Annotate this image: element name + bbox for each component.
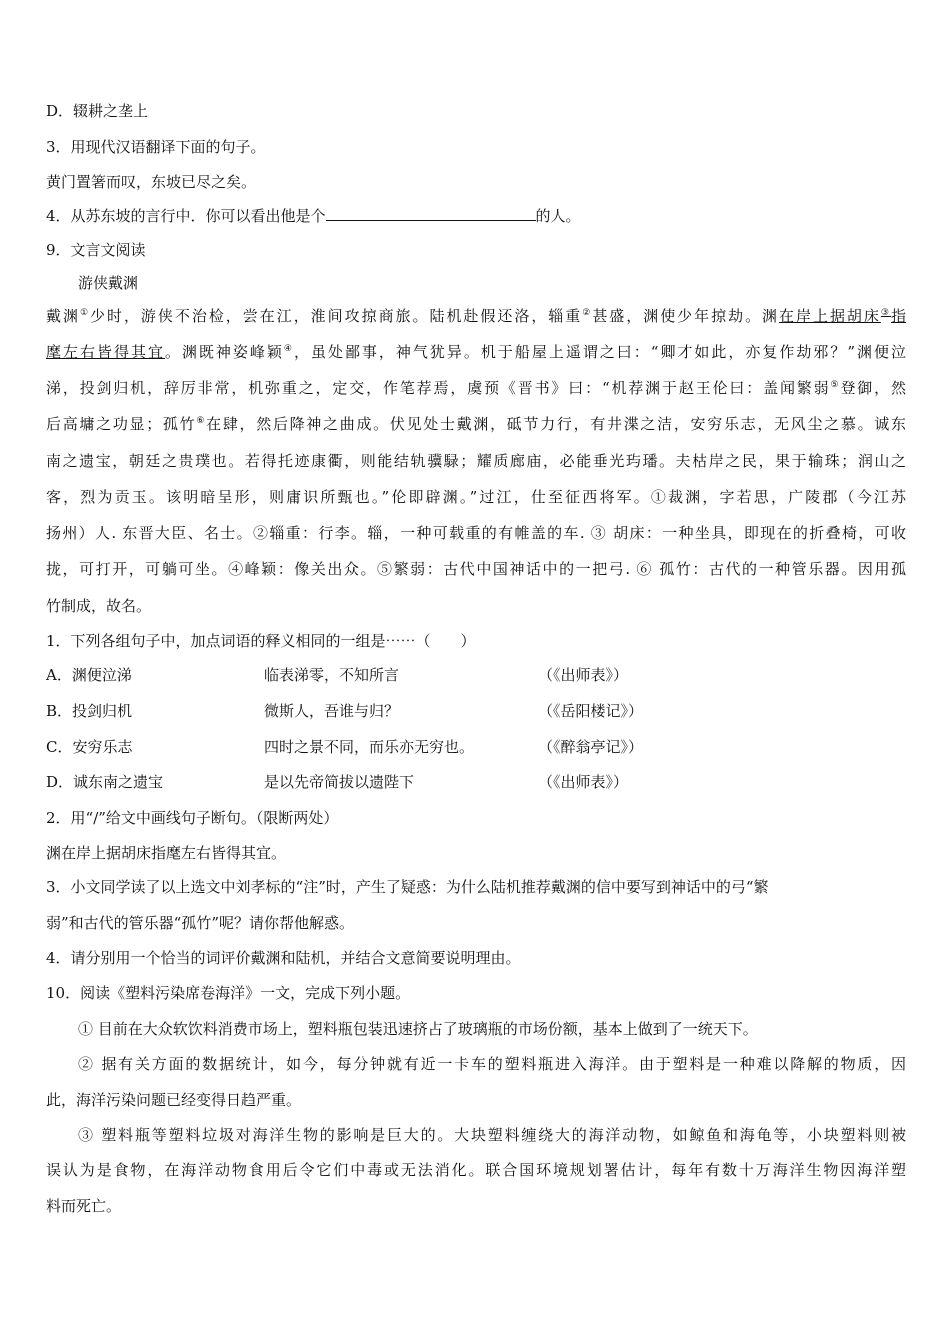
option-label: B．投剑归机 — [46, 702, 133, 720]
option-compare: 临表涕零，不知所言 — [264, 666, 400, 684]
passage-line-6: 客，烈为贡玉。该明暗呈形，则庸识所甄也。”伦即辟渊。”过江，仕至征西将军。①裁渊，字若思，广陵郡（今江苏 — [46, 488, 906, 506]
option-source: （《出师表》） — [538, 773, 629, 791]
passage-line-8: 拢，可打开，可躺可坐。④峰颖：像关出众。⑤繁弱：古代中国神话中的一把弓. ⑥ 孤竹：古代的一种管乐器。因用孤 — [46, 560, 906, 578]
answer-blank[interactable] — [326, 206, 536, 221]
option-label: D．诚东南之遗宝 — [46, 773, 164, 791]
option-compare: 微斯人，吾谁与归？ — [264, 702, 400, 720]
option-source: （《醉翁亭记》） — [538, 738, 644, 756]
punctuate-sentence: 渊在岸上据胡床指麾左右皆得其宜。 — [46, 844, 287, 862]
choice-option-d[interactable] — [46, 772, 906, 792]
passage-text: 戴渊 — [46, 307, 80, 325]
question-1-choice: 1．下列各组句子中，加点词语的释义相同的一组是⋯⋯（ ） — [46, 632, 476, 650]
passage-text: ，虽处鄙事，神气犹异。机于船屋上遥谓之曰：“卿才如此，亦复作劫邪？”渊便泣 — [293, 343, 906, 361]
translate-sentence: 黄门置箸而叹，东坡已尽之矣。 — [46, 173, 257, 191]
passage-text: 在肆，然后降神之曲成。伏见处士戴渊，砥节力行，有井渫之洁，安穷乐志，无风尘之慕。诚东 — [206, 415, 906, 433]
footnote-mark-6: ⑥ — [196, 416, 207, 426]
underlined-sentence: 麾左右皆得其宜 — [46, 343, 165, 361]
underlined-sentence: 在岸上据胡床 — [779, 307, 881, 325]
choice-option-a[interactable] — [46, 665, 906, 685]
option-label: A．渊便泣涕 — [46, 666, 132, 684]
footnote-mark-1: ① — [79, 308, 90, 318]
question-4-evaluate: 4．请分别用一个恰当的词评价戴渊和陆机，并结合文意简要说明理由。 — [46, 949, 521, 967]
passage-line-1 — [46, 306, 906, 326]
section-9-heading: 9．文言文阅读 — [46, 241, 146, 259]
article-para-3-line-3: 料而死亡。 — [46, 1197, 122, 1215]
underlined-sentence: 指 — [890, 307, 906, 325]
footnote-mark-2: ② — [582, 308, 593, 318]
footnote-mark-4: ④ — [283, 344, 294, 354]
article-para-2-line-2: 此，海洋污染问题已经变得日趋严重。 — [46, 1091, 302, 1109]
passage-line-9: 竹制成，故名。 — [46, 597, 152, 615]
article-para-1: ① 目前在大众软饮料消费市场上，塑料瓶包装迅速挤占了玻璃瓶的市场份额，基本上做到了一统天下。 — [78, 1020, 758, 1038]
passage-line-5: 南之遗宝，朝廷之贵璞也。若得托迹康衢，则能结轨骥騄；耀质廊庙，必能垂光玙璠。夫枯岸之民，果于输珠；润山之 — [46, 452, 906, 470]
question-4-su-dongpo — [46, 206, 581, 226]
option-d-line: D．辍耕之垄上 — [46, 102, 149, 120]
question-4-text-b: 的人。 — [535, 207, 581, 225]
passage-text: 涕，投剑归机，辞厉非常，机弥重之，定交，作笔荐焉，虞预《晋书》曰：“机荐渊于赵王伦曰：盖闻繁弱 — [46, 379, 831, 397]
passage-text: 少时，游侠不治检，尝在江，淮间攻掠商旅。陆机赴假还洛，辎重 — [90, 307, 583, 325]
passage-title: 游侠戴渊 — [78, 274, 139, 292]
passage-line-3 — [46, 378, 906, 398]
option-source: （《岳阳楼记》） — [538, 702, 644, 720]
option-compare: 是以先帝简拔以遗陛下 — [264, 773, 415, 791]
article-para-2-line-1: ② 据有关方面的数据统计，如今，每分钟就有近一卡车的塑料瓶进入海洋。由于塑料是一种难以降解的物质，因 — [78, 1055, 906, 1073]
question-3-line-2: 弱”和古代的管乐器“孤竹”呢？请你帮他解惑。 — [46, 914, 355, 932]
choice-option-c[interactable] — [46, 737, 906, 757]
passage-line-7: 扬州）人. 东晋大臣、名士。②辎重：行李。辎，一种可载重的有帷盖的车. ③ 胡床：一种坐具，即现在的折叠椅，可收 — [46, 524, 906, 542]
article-para-3-line-1: ③ 塑料瓶等塑料垃圾对海洋生物的影响是巨大的。大块塑料缠绕大的海洋动物，如鲸鱼和海龟等，小块塑料则被 — [78, 1126, 906, 1144]
question-4-text-a: 4．从苏东坡的言行中．你可以看出他是个 — [46, 207, 326, 225]
footnote-mark-5: ⑤ — [830, 380, 841, 390]
passage-text: 后高墉之功显；孤竹 — [46, 415, 197, 433]
section-10-heading: 10．阅读《塑料污染席卷海洋》一文，完成下列小题。 — [46, 984, 411, 1002]
passage-text: 登御，然 — [840, 379, 906, 397]
passage-text: 甚盛，渊使少年掠劫。渊 — [592, 307, 780, 325]
choice-option-b[interactable] — [46, 701, 906, 721]
passage-line-2 — [46, 342, 906, 362]
option-source: （《出师表》） — [538, 666, 629, 684]
article-para-3-line-2: 误认为是食物，在海洋动物食用后令它们中毒或无法消化。联合国环境规划署估计，每年有数十万海洋生物因海洋塑 — [46, 1161, 906, 1179]
option-compare: 四时之景不同，而乐亦无穷也。 — [264, 738, 475, 756]
passage-line-4 — [46, 414, 906, 434]
question-3-translate: 3．用现代汉语翻译下面的句子。 — [46, 138, 266, 156]
question-2-punctuate: 2．用“/”给文中画线句子断句。（限断两处） — [46, 809, 339, 827]
question-3-line-1: 3．小文同学读了以上选文中刘孝标的“注”时，产生了疑惑：为什么陆机推荐戴渊的信中要写到神话中的弓“繁 — [46, 878, 769, 896]
option-label: C．安穷乐志 — [46, 738, 133, 756]
passage-text: 。渊既神姿峰颖 — [164, 343, 284, 361]
footnote-mark-3: ③ — [880, 308, 891, 318]
